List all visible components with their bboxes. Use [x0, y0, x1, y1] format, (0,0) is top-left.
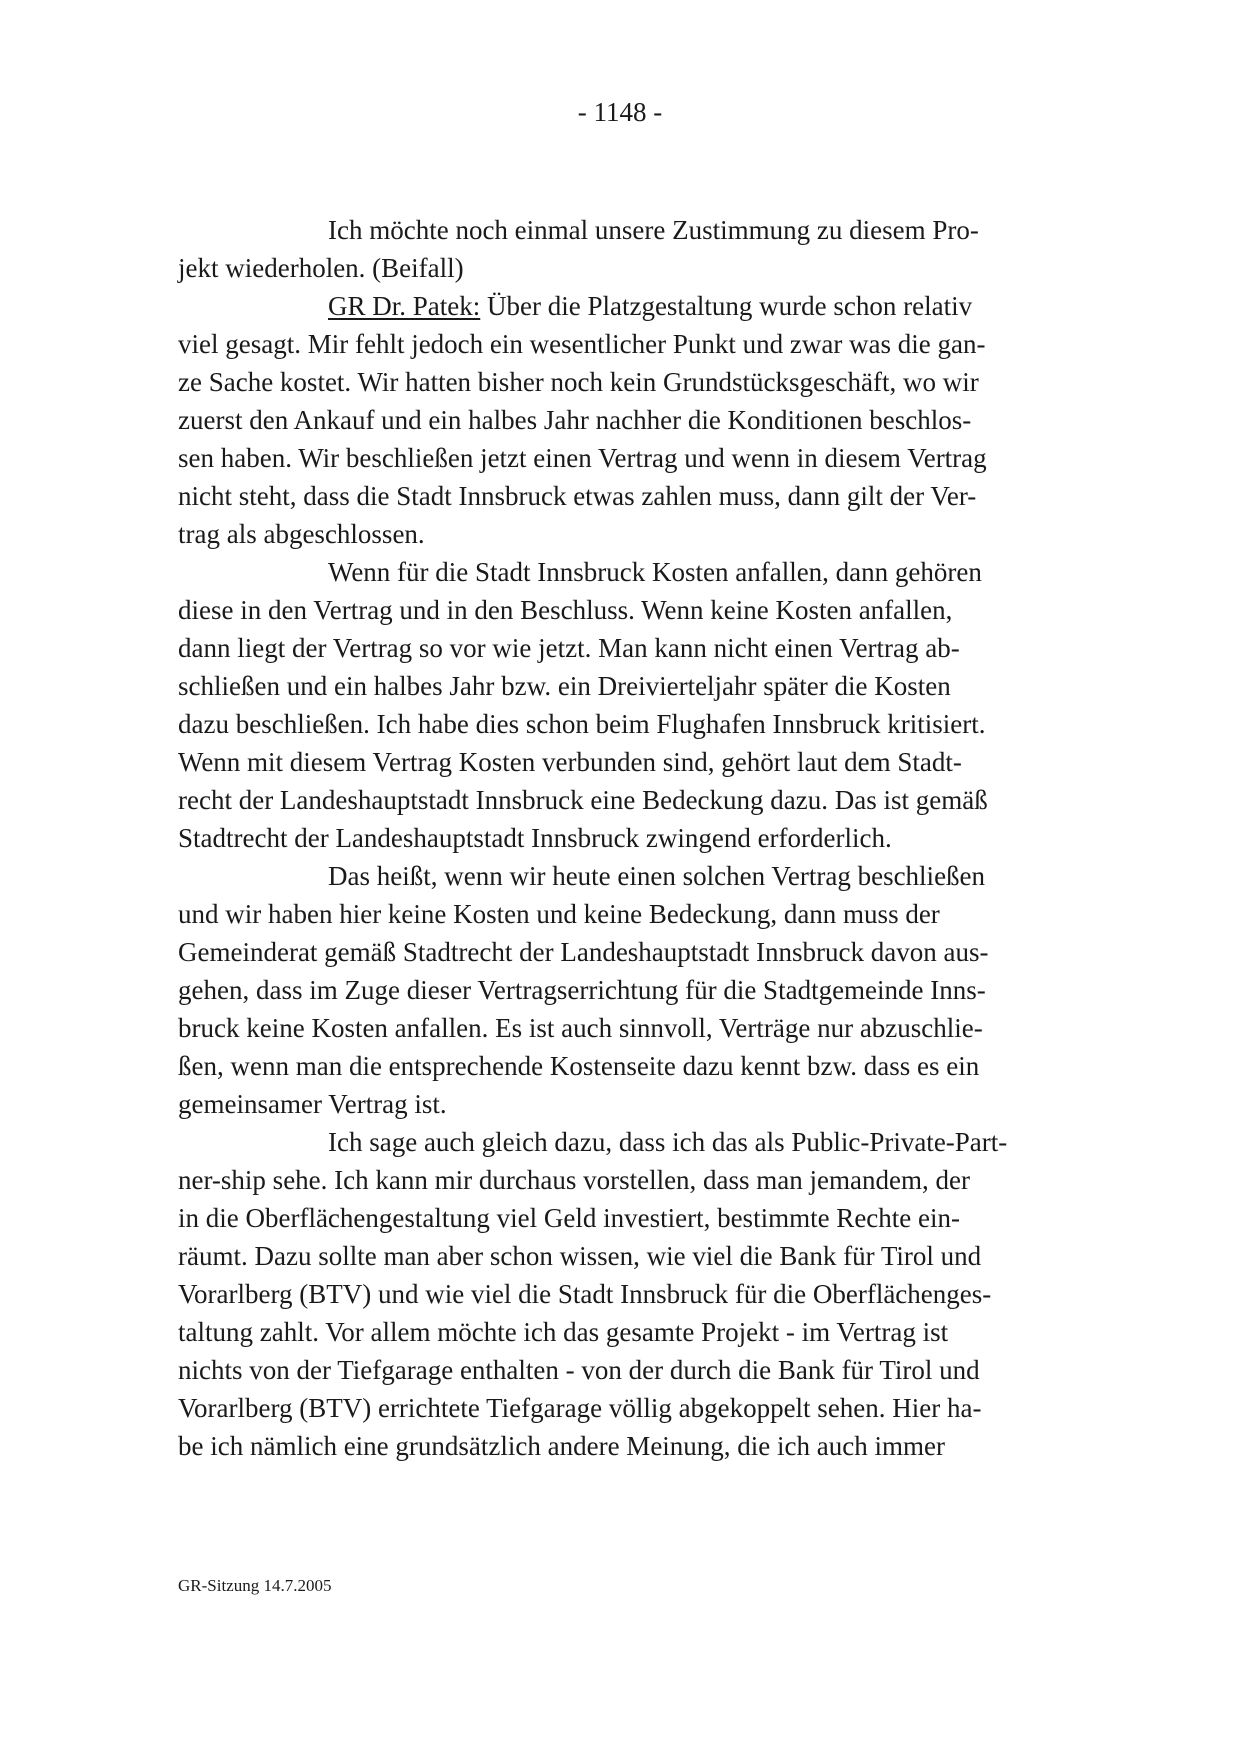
text-line: trag als abgeschlossen.	[178, 519, 425, 549]
text-line: gehen, dass im Zuge dieser Vertragserrichtung für die Stadtgemeinde Inns-	[178, 975, 986, 1005]
text-line: viel gesagt. Mir fehlt jedoch ein wesentlicher Punkt und zwar was die gan-	[178, 329, 986, 359]
text-line: Das heißt, wenn wir heute einen solchen Vertrag beschließen	[328, 861, 986, 891]
text-line: dazu beschließen. Ich habe dies schon beim Flughafen Innsbruck kritisiert.	[178, 709, 986, 739]
text-line: nichts von der Tiefgarage enthalten - von der durch die Bank für Tirol und	[178, 1355, 980, 1385]
page-number: - 1148 -	[577, 97, 663, 127]
text-line	[328, 290, 972, 322]
text-line: schließen und ein halbes Jahr bzw. ein Dreivierteljahr später die Kosten	[178, 671, 951, 701]
text-line: Gemeinderat gemäß Stadtrecht der Landeshauptstadt Innsbruck davon aus-	[178, 937, 989, 967]
footer-session-date: GR-Sitzung 14.7.2005	[178, 1576, 332, 1595]
text-line: dann liegt der Vertrag so vor wie jetzt. Man kann nicht einen Vertrag ab-	[178, 633, 960, 663]
text-line: ßen, wenn man die entsprechende Kostenseite dazu kennt bzw. dass es ein	[178, 1051, 980, 1081]
text-line: Vorarlberg (BTV) errichtete Tiefgarage völlig abgekoppelt sehen. Hier ha-	[178, 1393, 982, 1423]
text-line: Wenn mit diesem Vertrag Kosten verbunden sind, gehört laut dem Stadt-	[178, 747, 962, 777]
text-line: nicht steht, dass die Stadt Innsbruck etwas zahlen muss, dann gilt der Ver-	[178, 481, 977, 511]
text-line: Stadtrecht der Landeshauptstadt Innsbruck zwingend erforderlich.	[178, 823, 892, 853]
text-line: be ich nämlich eine grundsätzlich andere Meinung, die ich auch immer	[178, 1431, 945, 1461]
text-run: Über die Platzgestaltung wurde schon relativ	[480, 291, 973, 321]
text-line: ze Sache kostet. Wir hatten bisher noch kein Grundstücksgeschäft, wo wir	[178, 367, 979, 397]
text-line: Ich möchte noch einmal unsere Zustimmung zu diesem Pro-	[328, 215, 979, 245]
text-line: sen haben. Wir beschließen jetzt einen Vertrag und wenn in diesem Vertrag	[178, 443, 987, 473]
text-line: Wenn für die Stadt Innsbruck Kosten anfallen, dann gehören	[328, 557, 982, 587]
text-line: taltung zahlt. Vor allem möchte ich das gesamte Projekt - im Vertrag ist	[178, 1317, 949, 1347]
text-line: und wir haben hier keine Kosten und keine Bedeckung, dann muss der	[178, 899, 940, 929]
text-line: Ich sage auch gleich dazu, dass ich das als Public-Private-Part-	[328, 1127, 1008, 1157]
text-line: diese in den Vertrag und in den Beschluss. Wenn keine Kosten anfallen,	[178, 595, 953, 625]
speaker-name: GR Dr. Patek:	[328, 291, 481, 321]
text-line: recht der Landeshauptstadt Innsbruck eine Bedeckung dazu. Das ist gemäß	[178, 785, 988, 815]
text-line: ner-ship sehe. Ich kann mir durchaus vorstellen, dass man jemandem, der	[178, 1165, 970, 1195]
text-line: räumt. Dazu sollte man aber schon wissen, wie viel die Bank für Tirol und	[178, 1241, 982, 1271]
text-line: jekt wiederholen. (Beifall)	[178, 253, 464, 283]
text-line: zuerst den Ankauf und ein halbes Jahr nachher die Konditionen beschlos-	[178, 405, 972, 435]
text-line: in die Oberflächengestaltung viel Geld investiert, bestimmte Rechte ein-	[178, 1203, 960, 1233]
text-line: bruck keine Kosten anfallen. Es ist auch sinnvoll, Verträge nur abzuschlie-	[178, 1013, 983, 1043]
text-line: gemeinsamer Vertrag ist.	[178, 1089, 447, 1119]
text-line: Vorarlberg (BTV) und wie viel die Stadt Innsbruck für die Oberflächenges-	[178, 1279, 992, 1309]
